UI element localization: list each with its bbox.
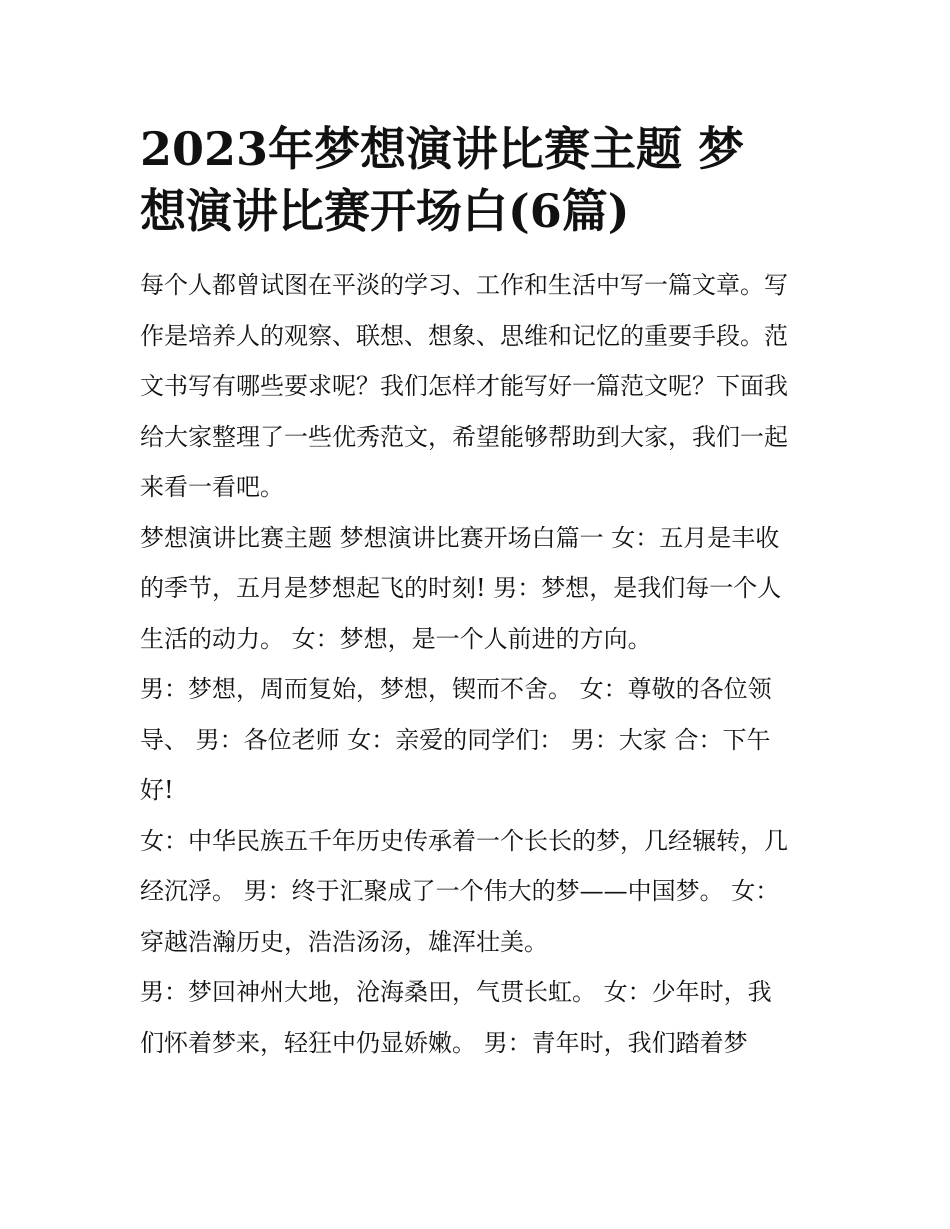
text-line: 经沉浮。 男：终于汇聚成了一个伟大的梦——中国梦。 女： bbox=[140, 877, 780, 905]
text-line: 作是培养人的观察、联想、想象、思维和记忆的重要手段。范 bbox=[140, 321, 788, 350]
text-line: 文书写有哪些要求呢？我们怎样才能写好一篇范文呢？下面我 bbox=[140, 372, 788, 400]
paragraph-1 bbox=[140, 513, 820, 665]
paragraph-intro bbox=[140, 260, 820, 513]
text-line: 梦想演讲比赛主题 梦想演讲比赛开场白篇一 女：五月是丰收 bbox=[140, 523, 780, 552]
document-title bbox=[140, 118, 820, 242]
text-line: 生活的动力。 女：梦想，是一个人前进的方向。 bbox=[140, 624, 652, 653]
text-line: 导、 男：各位老师 女：亲爱的同学们： 男：大家 合：下午 bbox=[140, 725, 771, 754]
text-line: 每个人都曾试图在平淡的学习、工作和生活中写一篇文章。写 bbox=[140, 271, 788, 299]
text-line: 好! bbox=[140, 776, 174, 804]
document-page bbox=[140, 118, 820, 1068]
text-line: 给大家整理了一些优秀范文，希望能够帮助到大家，我们一起 bbox=[140, 422, 788, 451]
text-line: 男：梦想，周而复始，梦想，锲而不舍。 女：尊敬的各位领 bbox=[140, 675, 772, 703]
paragraph-2 bbox=[140, 664, 820, 816]
text-line: 来看一看吧。 bbox=[140, 473, 284, 501]
text-line: 男：梦回神州大地，沧海桑田，气贯长虹。 女：少年时，我 bbox=[140, 978, 772, 1006]
text-line: 穿越浩瀚历史，浩浩汤汤，雄浑壮美。 bbox=[140, 927, 548, 956]
text-line: 的季节，五月是梦想起飞的时刻! 男：梦想，是我们每一个人 bbox=[140, 574, 782, 602]
title-line: 2023年梦想演讲比赛主题 梦 bbox=[140, 122, 745, 176]
title-line: 想演讲比赛开场白(6篇) bbox=[140, 184, 630, 238]
paragraph-3 bbox=[140, 816, 820, 968]
text-line: 们怀着梦来，轻狂中仍显娇嫩。 男：青年时，我们踏着梦 bbox=[140, 1028, 748, 1057]
text-line: 女：中华民族五千年历史传承着一个长长的梦，几经辗转，几 bbox=[140, 826, 788, 855]
paragraph-4 bbox=[140, 967, 820, 1068]
